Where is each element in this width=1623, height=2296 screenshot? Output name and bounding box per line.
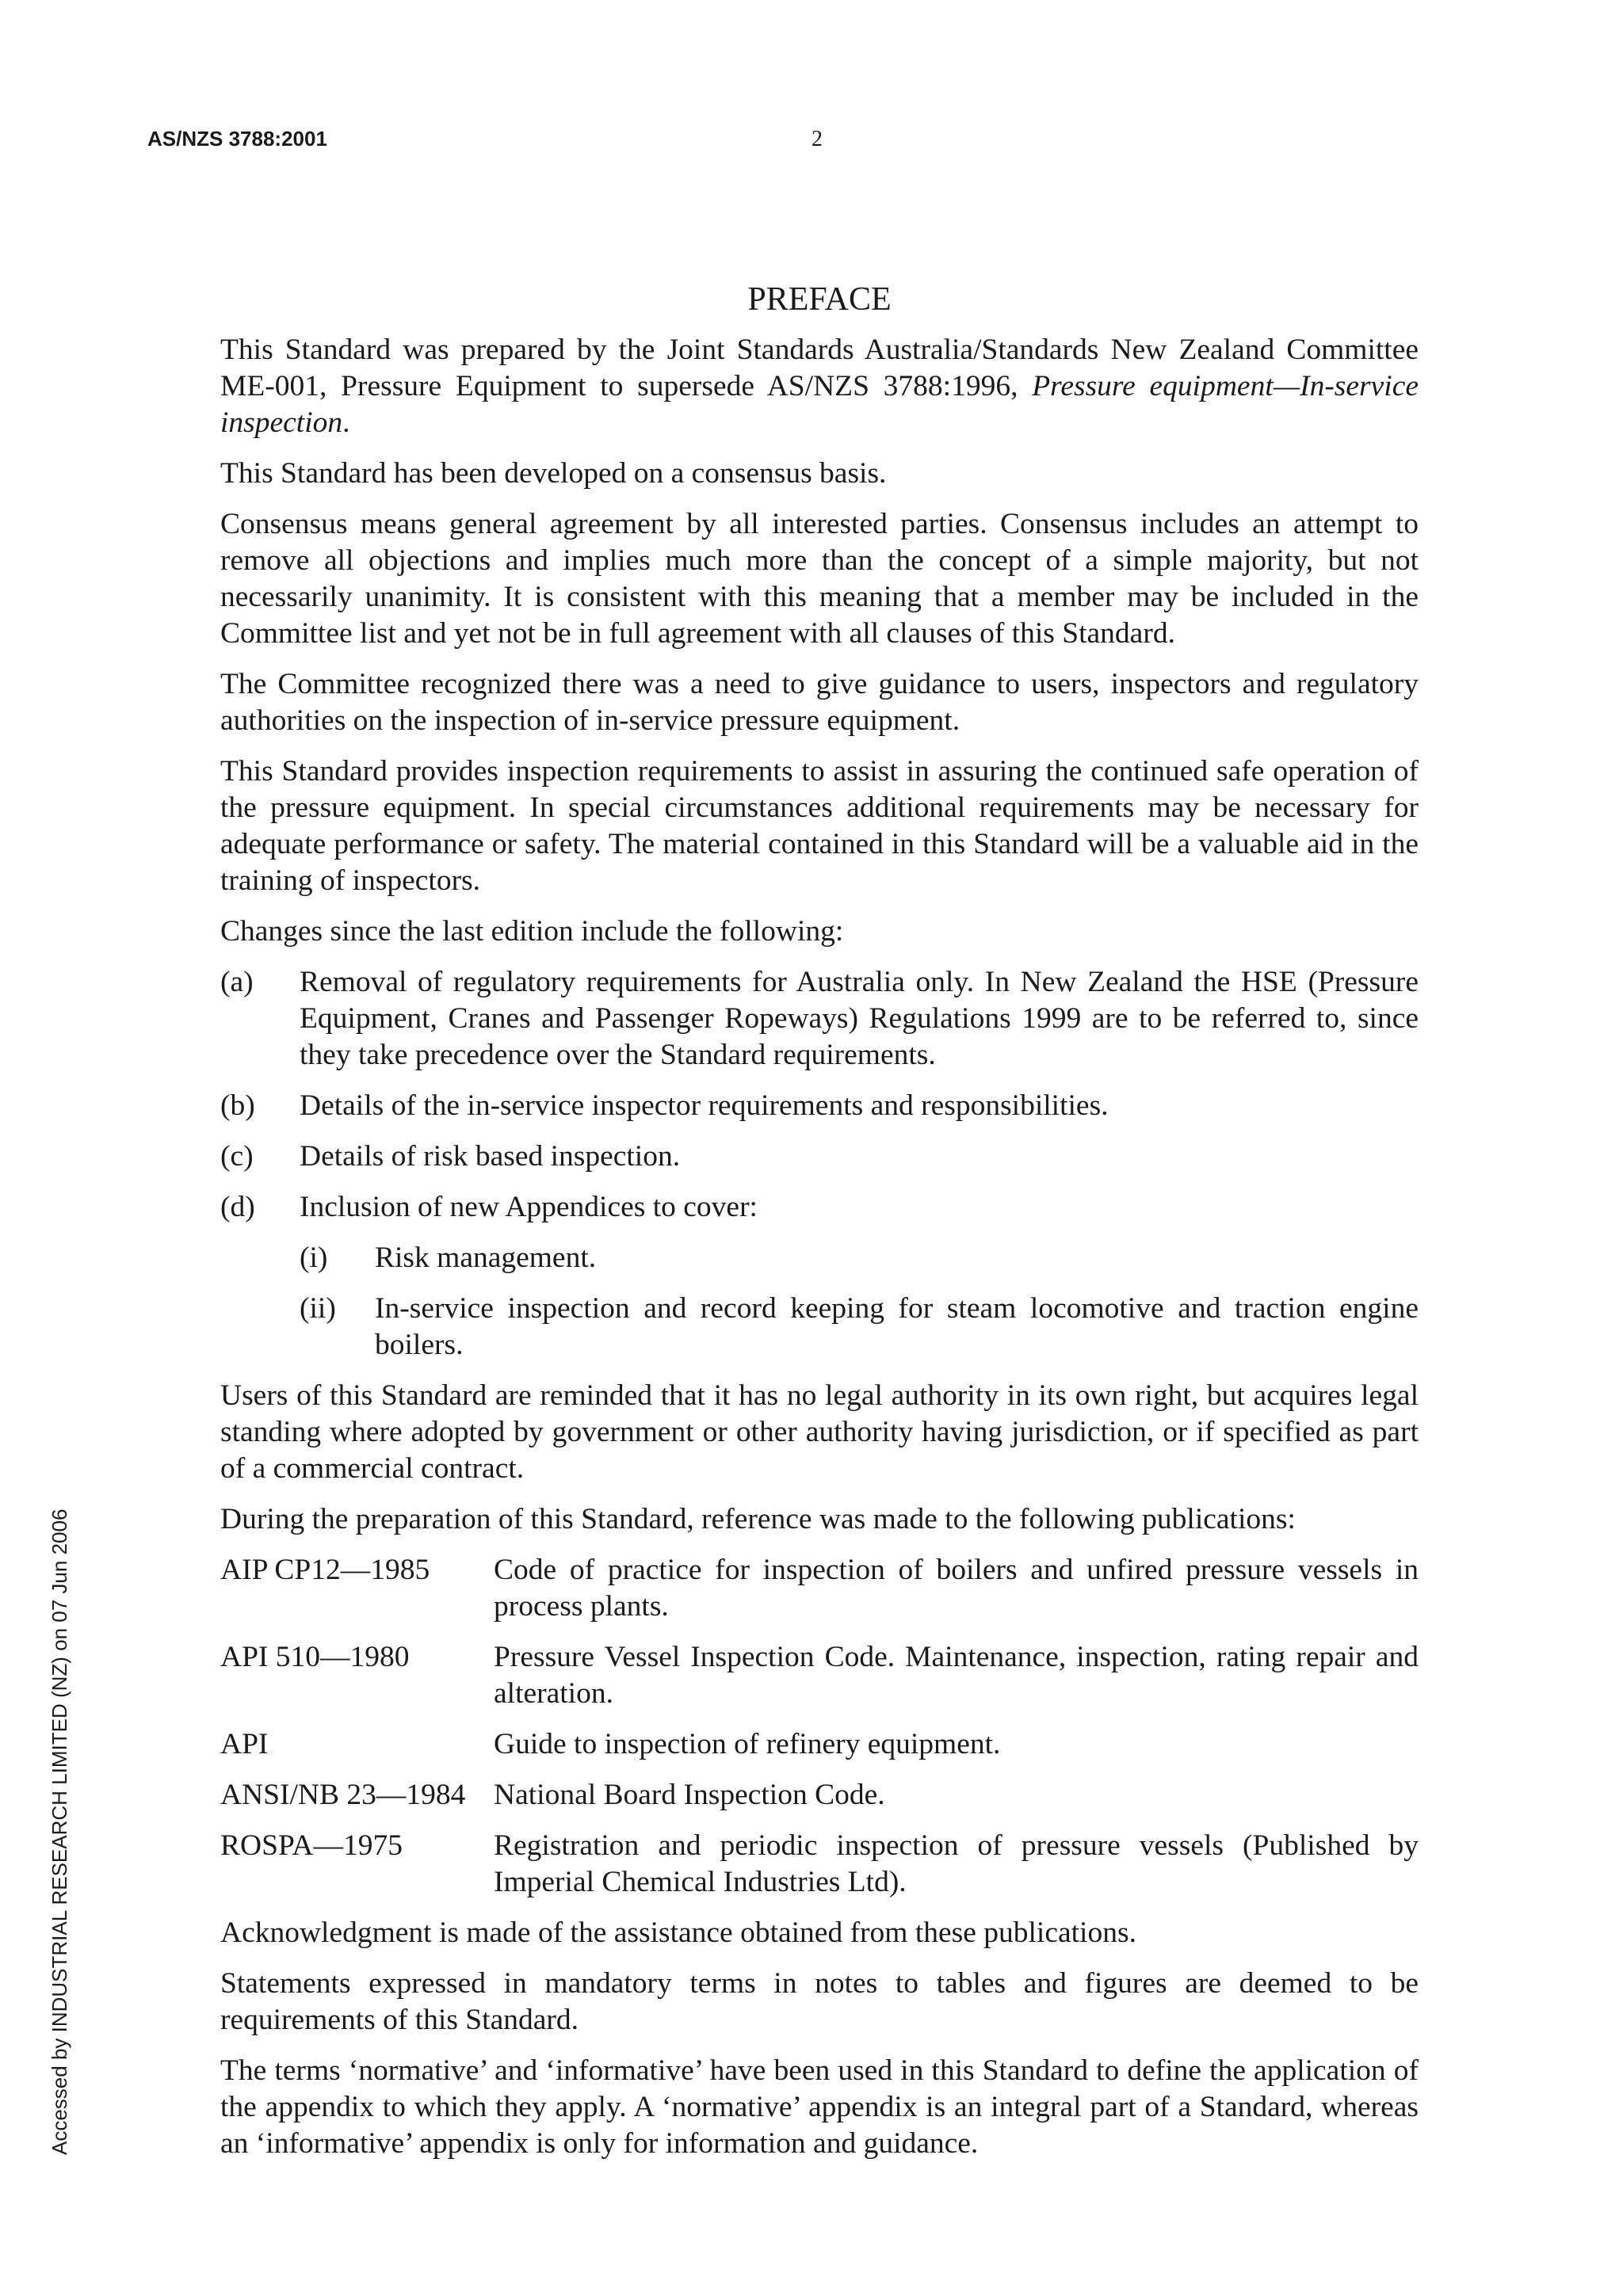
sublist-item xyxy=(300,1240,1419,1276)
list-label: (b) xyxy=(220,1089,255,1122)
paragraph-committee-need: The Committee recognized there was a need to give guidance to users, inspectors and regulatory authorities on the inspection of in-service pressure equipment. xyxy=(220,668,1419,737)
sublist-item xyxy=(300,1291,1419,1363)
sublist-text: Risk management. xyxy=(375,1241,597,1274)
page-body xyxy=(220,281,1419,2176)
reference-description: Guide to inspection of refinery equipment. xyxy=(494,1728,1001,1760)
list-item xyxy=(220,1088,1419,1124)
reference-description: Pressure Vessel Inspection Code. Maintenance, inspection, rating repair and alteration. xyxy=(494,1641,1419,1710)
paragraph-terms: The terms ‘normative’ and ‘informative’ have been used in this Standard to define the application of the appendix to which they apply. A ‘normative’ appendix is an integral part of a Standard, whereas an ‘informative’ appendix is only for information and guidance. xyxy=(220,2054,1419,2160)
reference-description: Code of practice for inspection of boilers and unfired pressure vessels in process plants. xyxy=(494,1554,1419,1623)
paragraph-references-intro: During the preparation of this Standard, reference was made to the following publications: xyxy=(220,1503,1296,1535)
reference-row xyxy=(220,1639,1419,1712)
page-number: 2 xyxy=(812,127,823,151)
intro-paragraph: This Standard was prepared by the Joint Standards Australia/Standards New Zealand Committee ME-001, Pressure Equipment to supersede AS/NZS 3788:1996, Pressure equipment—In-service inspection. xyxy=(220,334,1419,439)
list-text: Details of the in-service inspector requirements and responsibilities. xyxy=(300,1089,1109,1122)
paragraph-provides: This Standard provides inspection requirements to assist in assuring the continued safe operation of the pressure equipment. In special circumstances additional requirements may be necessary for adequate performance or safety. The material contained in this Standard will be a valuable aid in the training of inspectors. xyxy=(220,755,1419,897)
page-title: PREFACE xyxy=(747,281,892,318)
list-text: Removal of regulatory requirements for Australia only. In New Zealand the HSE (Pressure Equipment, Cranes and Passenger Ropeways) Regulations 1999 are to be referred to, since they take precedence over the Standard requirements. xyxy=(300,966,1419,1071)
paragraph-users: Users of this Standard are reminded that it has no legal authority in its own right, but acquires legal standing where adopted by government or other authority having jurisdiction, or if specified as part of a commercial contract. xyxy=(220,1379,1419,1485)
superseded-title: Pressure equipment—In-service inspection xyxy=(220,370,1419,439)
sublist-text: In-service inspection and record keeping for steam locomotive and traction engine boilers. xyxy=(375,1292,1419,1361)
reference-code: ANSI/NB 23—1984 xyxy=(220,1779,466,1811)
reference-row xyxy=(220,1828,1419,1901)
list-text: Details of risk based inspection. xyxy=(300,1140,681,1173)
list-label: (c) xyxy=(220,1140,254,1173)
paragraph-changes-intro: Changes since the last edition include the following: xyxy=(220,915,844,948)
list-label: (d) xyxy=(220,1191,255,1223)
list-item xyxy=(220,964,1419,1074)
reference-description: Registration and periodic inspection of pressure vessels (Published by Imperial Chemical Industries Ltd). xyxy=(494,1829,1419,1898)
reference-code: AIP CP12—1985 xyxy=(220,1554,430,1586)
paragraph-consensus-basis: This Standard has been developed on a consensus basis. xyxy=(220,457,887,490)
access-watermark: Accessed by INDUSTRIAL RESEARCH LIMITED (NZ) on 07 Jun 2006 xyxy=(48,1508,71,2155)
paragraph-acknowledgment: Acknowledgment is made of the assistance obtained from these publications. xyxy=(220,1917,1136,1949)
list-item xyxy=(220,1138,1419,1175)
sublist-label: (i) xyxy=(300,1241,328,1274)
list-label: (a) xyxy=(220,966,254,998)
reference-row xyxy=(220,1552,1419,1625)
list-text: Inclusion of new Appendices to cover: xyxy=(300,1191,758,1223)
reference-row xyxy=(220,1726,1419,1763)
reference-code: API 510—1980 xyxy=(220,1641,410,1673)
paragraph-statements: Statements expressed in mandatory terms in notes to tables and figures are deemed to be requirements of this Standard. xyxy=(220,1967,1419,2036)
sublist-label: (ii) xyxy=(300,1292,336,1325)
list-item xyxy=(220,1189,1419,1226)
standard-code: AS/NZS 3788:2001 xyxy=(147,127,327,151)
reference-description: National Board Inspection Code. xyxy=(494,1779,885,1811)
paragraph-consensus-meaning: Consensus means general agreement by all interested parties. Consensus includes an attempt to remove all objections and implies much more than the concept of a simple majority, but not necessarily unanimity. It is consistent with this meaning that a member may be included in the Committee list and yet not be in full agreement with all clauses of this Standard. xyxy=(220,508,1419,650)
reference-row xyxy=(220,1777,1419,1814)
reference-code: ROSPA—1975 xyxy=(220,1829,403,1862)
reference-code: API xyxy=(220,1728,269,1760)
